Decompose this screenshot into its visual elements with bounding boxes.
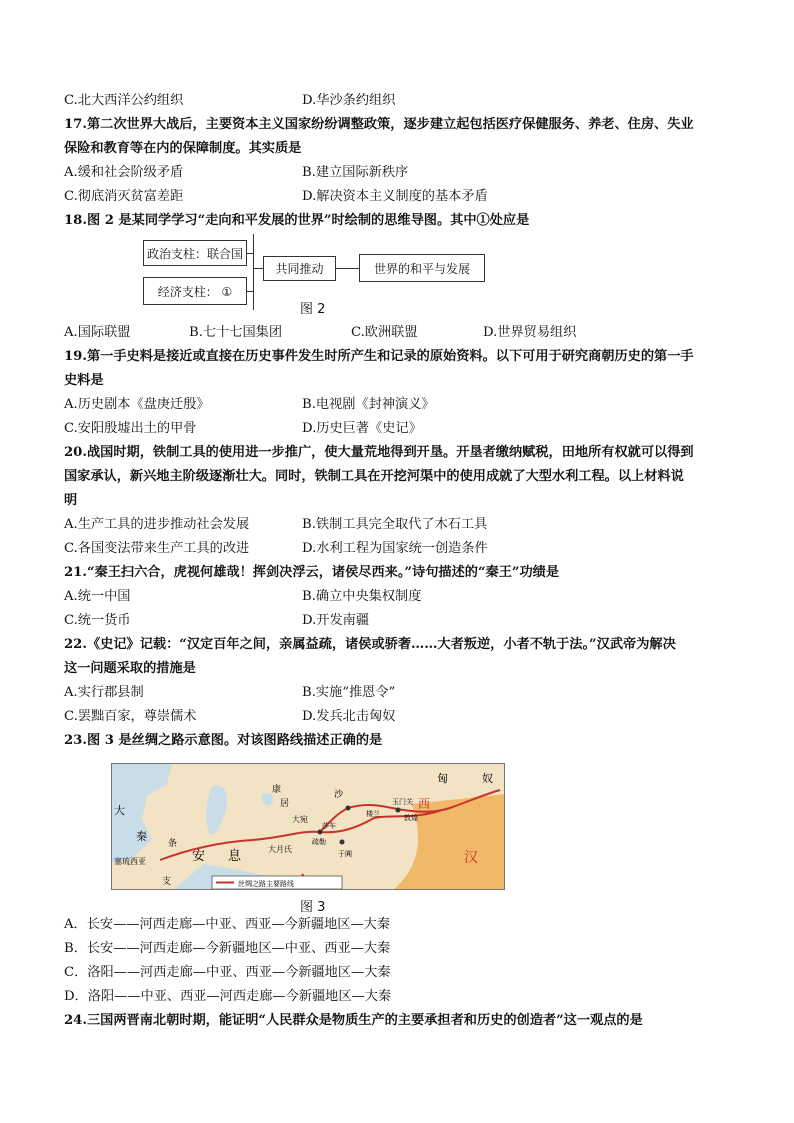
map-label-yutian: 于阗	[338, 850, 352, 858]
figure-3-caption: 图 3	[300, 900, 326, 915]
q23-option-d: D．洛阳——中亚、西亚—河西走廊—今新疆地区—大秦	[64, 989, 392, 1004]
q22-option-b: B.实施“推恩令”	[302, 685, 396, 700]
loulan-marker	[346, 806, 351, 811]
q19-stem-line2: 史料是	[64, 373, 104, 388]
map-label-yumen: 玉门关	[392, 798, 413, 806]
figure-2-caption: 图 2	[300, 302, 326, 317]
q20-option-d: D.水利工程为国家统一创造条件	[302, 541, 488, 556]
q19-option-d: D.历史巨著《史记》	[302, 421, 422, 436]
map-label-shule: 疏勒	[312, 838, 326, 846]
map-legend-text: 丝绸之路主要路线	[238, 880, 294, 888]
q22-option-d: D.发兵北击匈奴	[302, 709, 396, 724]
dunhuang-marker	[396, 808, 401, 813]
map-label-da: 大	[114, 804, 125, 817]
map-label-sha: 沙	[334, 790, 344, 800]
map-label-dunhuang: 敦煌	[404, 814, 418, 822]
bracket-mid-line	[254, 268, 263, 269]
q23-option-b: B．长安——河西走廊—今新疆地区—中亚、西亚—大秦	[64, 941, 391, 956]
map-label-kang: 康	[272, 785, 282, 795]
q19-option-b: B.电视剧《封神演义》	[302, 397, 435, 412]
arrow-line	[336, 268, 359, 269]
q18-stem: 18.图 2 是某同学学习“走向和平发展的世界”时绘制的思维导图。其中①处应是	[64, 213, 530, 228]
political-pillar-box: 政治支柱：联合国	[143, 240, 247, 266]
q20-option-b: B.铁制工具完全取代了木石工具	[302, 517, 488, 532]
map-label-han: 汉	[464, 850, 478, 866]
q21-option-d: D.开发南疆	[302, 613, 370, 628]
q24-stem: 24.三国两晋南北朝时期，能证明“人民群众是物质生产的主要承担者和历史的创造者”这一观点的是	[64, 1013, 643, 1028]
q17-option-c: C.彻底消灭贫富差距	[64, 189, 184, 204]
q20-option-a: A.生产工具的进步推动社会发展	[64, 517, 250, 532]
map-label-xi: 西	[418, 797, 431, 811]
bracket-vertical-line	[253, 234, 254, 310]
map-label-tiao: 条	[168, 839, 178, 849]
q20-option-c: C.各国变法带来生产工具的改进	[64, 541, 250, 556]
q21-stem: 21.“秦王扫六合，虎视何雄哉！挥剑决浮云，诸侯尽西来。”诗句描述的“秦王”功绩是	[64, 565, 560, 580]
q23-stem: 23.图 3 是丝绸之路示意图。对该图路线描述正确的是	[64, 733, 383, 748]
q18-option-a: A.国际联盟	[64, 325, 131, 340]
q17-option-b: B.建立国际新秩序	[302, 165, 409, 180]
q19-stem-line1: 19.第一手史料是接近或直接在历史事件发生时所产生和记录的原始资料。以下可用于研究商朝历史的第一手	[64, 349, 694, 364]
q19-option-a: A.历史剧本《盘庚迁殷》	[64, 397, 210, 412]
map-label-loulan: 楼兰	[366, 810, 380, 818]
shule-marker	[318, 830, 323, 835]
map-label-ju: 居	[280, 799, 290, 809]
map-label-xiongnu2: 奴	[482, 772, 493, 785]
map-label-an: 安	[192, 849, 206, 864]
q16-option-d: D.华沙条约组织	[302, 93, 396, 108]
q20-stem-line3: 明	[64, 493, 78, 508]
map-label-xiongnu1: 匈	[437, 772, 448, 785]
q22-stem-line2: 这一问题采取的措施是	[64, 661, 196, 676]
q17-stem-line1: 17.第二次世界大战后，主要资本主义国家纷纷调整政策，逐步建立起包括医疗保健服务、养老、住房、失业	[64, 117, 694, 132]
q16-option-c: C.北大西洋公约组织	[64, 93, 184, 108]
map-label-qin: 秦	[136, 830, 147, 843]
map-label-xi2: 息	[228, 849, 242, 864]
q17-option-a: A.缓和社会阶级矛盾	[64, 165, 184, 180]
economic-pillar-box: 经济支柱： ①	[143, 277, 247, 305]
q22-option-a: A.实行郡县制	[64, 685, 144, 700]
q18-option-b: B.七十七国集团	[189, 325, 283, 340]
q22-stem-line1: 22.《史记》记载：“汉定百年之间，亲属益疏，诸侯或骄奢……大者叛逆，小者不轨于法。”汉武帝为解决	[64, 637, 676, 652]
silk-road-map	[111, 763, 505, 890]
q20-stem-line1: 20.战国时期，铁制工具的使用进一步推广，使大量荒地得到开垦。开垦者缴纳赋税，田地所有权就可以得到	[64, 445, 694, 460]
map-label-zhi: 支	[162, 877, 172, 887]
q20-stem-line2: 国家承认，新兴地主阶级逐渐壮大。同时，铁制工具在开挖河渠中的使用成就了大型水利工程。以上材料说	[64, 469, 684, 484]
q23-option-a: A．长安——河西走廊—中亚、西亚—今新疆地区—大秦	[64, 917, 391, 932]
q23-option-c: C．洛阳——河西走廊—中亚、西亚—今新疆地区—大秦	[64, 965, 391, 980]
q18-option-c: C.欧洲联盟	[351, 325, 418, 340]
q21-option-a: A.统一中国	[64, 589, 131, 604]
q21-option-b: B.确立中央集权制度	[302, 589, 422, 604]
q18-option-d: D.世界贸易组织	[483, 325, 577, 340]
joint-promotion-box: 共同推动	[263, 256, 336, 281]
q21-option-c: C.统一货币	[64, 613, 131, 628]
map-label-seleucia: 塞琉西亚	[114, 857, 146, 866]
q19-option-c: C.安阳殷墟出土的甲骨	[64, 421, 197, 436]
q17-stem-line2: 保险和教育等在内的保障制度。其实质是	[64, 141, 302, 156]
q22-option-c: C.罢黜百家，尊崇儒术	[64, 709, 197, 724]
q17-option-d: D.解决资本主义制度的基本矛盾	[302, 189, 488, 204]
world-peace-box: 世界的和平与发展	[359, 254, 485, 282]
map-label-dayuezhi: 大月氏	[268, 845, 292, 854]
map-label-suoju: 莎车	[322, 822, 336, 830]
yutian-marker	[340, 840, 345, 845]
map-label-dayuan: 大宛	[292, 815, 308, 824]
